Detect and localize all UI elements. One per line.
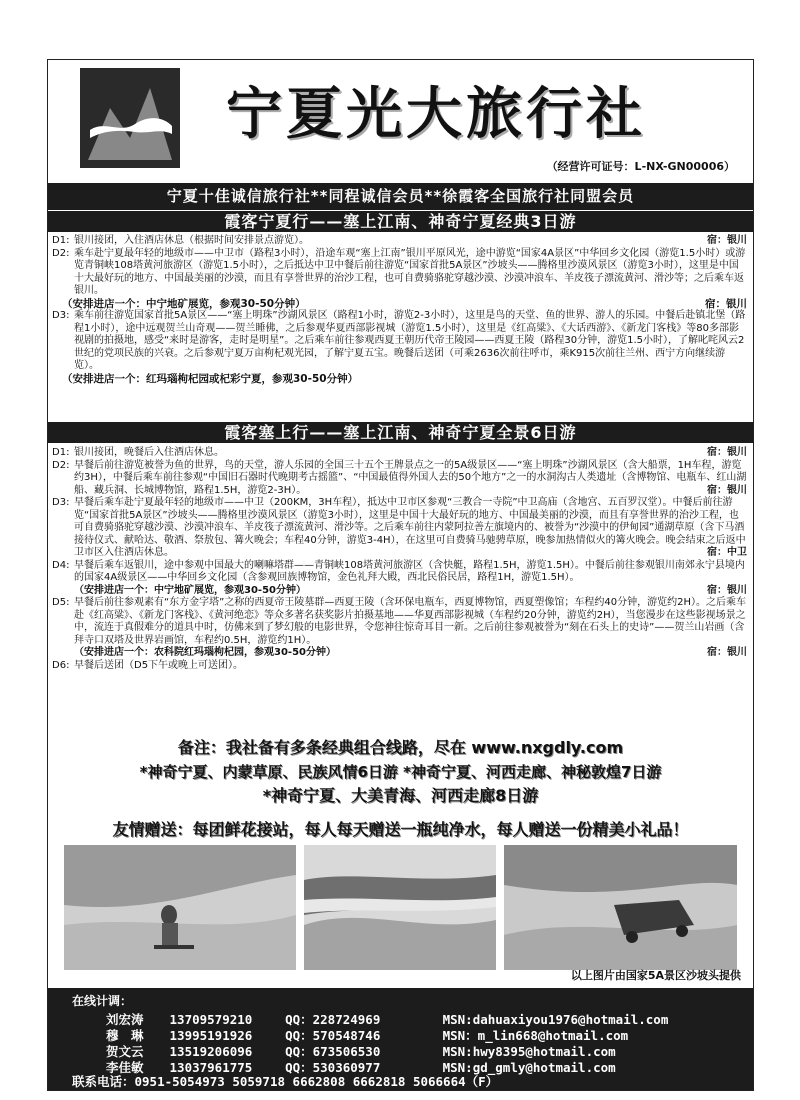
contact-qq: QQ：228724969 (285, 1012, 381, 1027)
day-label: D1: (52, 235, 70, 246)
contact-phone: 13519206096 (169, 1044, 253, 1059)
contact-msn: MSN:hwy8395@hotmail.com (442, 1044, 616, 1059)
header (48, 60, 753, 182)
tour2-day (48, 497, 753, 560)
license-number: （经营许可证号：L-NX-GN00006） (546, 160, 735, 173)
day-label: D6: (52, 659, 70, 671)
shopping-note: 宿：银川 （安排进店一个：中宁地矿展览，参观30-50分钟） (48, 298, 753, 311)
tour2-itinerary (48, 447, 753, 672)
day-text: 银川接团，入住酒店休息（根据时间安排景点游览）。 (74, 235, 309, 246)
tour1-day (48, 235, 753, 248)
photo-credit: 以上图片由国家5A景区沙坡头提供 (570, 969, 741, 982)
day-text: 早餐后前往游览被誉为鱼的世界，鸟的天堂，游人乐园的全国三十五个王牌景点之一的5A级景区——“塞上明珠”沙湖风景区（含大船票，1H车程，游览约3H），中餐后乘车前往参观“中国旧石器时代晚期考古摇篮”、“中国最值得外国人去的50个地方”之一的水洞沟古人类遗址（含博物馆、电瓶车、红山湖船、藏兵洞、长城博物馆，路程1.5H，游览2-3H）。 (74, 459, 747, 496)
shopping-note: （安排进店一个：红玛瑙枸杞园或杞彩宁夏，参观30-50分钟） (62, 372, 359, 385)
tour2-day (48, 460, 753, 498)
contact-phone: 13709579210 (169, 1012, 253, 1027)
day-text: 早餐后前往参观素有“东方金字塔”之称的西夏帝王陵墓群—西夏王陵（含环保电瓶车，西夏博物馆，西夏塑像馆；车程约40分钟，游览约2H）。之后乘车赴《红高粱》、《新龙门客栈》、《黄河绝恋》等众多著名获奖影片拍摄基地——华夏西部影视城（车程约20分钟，游览约2H），当您漫步在这些影视场景之中，流连于真假难分的道具中时，仿佛来到了梦幻般的电影世界，令您神往惊奇耳目一新。之后前往参观被誉为“刻在石头上的史诗”——贺兰山岩画（含拜寺口双塔及世界岩画馆，车程约0.5H，游览约1H）。 (74, 597, 746, 646)
tour2-day (48, 597, 753, 647)
overnight-city: 宿：银川 (707, 484, 747, 496)
overnight-city: 宿：银川 (707, 235, 747, 246)
agency-name: 宁夏光大旅行社 (226, 82, 646, 147)
remarks-routes-2: *神奇宁夏、大美青海、河西走廊8日游 (262, 786, 539, 805)
contact-msn: MSN:gd_gmly@hotmail.com (442, 1060, 616, 1075)
overnight-city: 宿：银川 (707, 647, 747, 658)
day-label: D4: (52, 559, 70, 571)
contact-name: 李佳敏 (106, 1060, 144, 1075)
contact-phone: 13995191926 (169, 1028, 253, 1043)
tour2-day (48, 660, 753, 673)
day-label: D3: (52, 497, 70, 508)
day-text: 早餐后乘车赴宁夏最年轻的地级市——中卫（200KM，3H车程），抵达中卫市区参观“三教合一寺院”中卫高庙（含地宫、五百罗汉堂）。中餐后前往游览“国家首批5A景区”沙坡头——腾格里沙漠风景区（游览3小时），这里是中国十大最好玩的地方、中国最美丽的沙漠，而且有享誉世界的治沙工程，也可自费骑骆驼穿越沙漠、沙漠冲浪车、羊皮筏子漂流黄河、滑沙等。之后乘车前往内蒙阿拉善左旗境内的、被誉为“沙漠中的伊甸园”通湖草原（含下马酒接待仪式、献哈达、敬酒、祭敖包、篝火晚会；车程40分钟，游览3-4H），在这里可自费骑马驰骋草原，晚参加热情似火的篝火晚会。晚会结束之后返中卫市区入住酒店休息。 (74, 497, 746, 558)
day-text: 乘车前往游览国家首批5A景区——“塞上明珠”沙湖风景区（路程1小时，游览2-3小时），这里是鸟的天堂、鱼的世界、游人的乐园。中餐后赴镇北堡（路程1小时），途中远观贺兰山奇观——贺兰睡佛，之后参观华夏西部影视城（游览1.5小时），这里是《红高粱》、《大话西游》、《新龙门客栈》等80多部影视剧的拍摄地，感受“来时是游客，走时是明星”。之后乘车前往参观西夏王朝历代帝王陵园——西夏王陵（路程30分钟，游览1.5小时），了解叱咤风云2世纪的党项民族的兴衰。之后参观宁夏万亩枸杞观光园，了解宁夏五宝。晚餐后送团（可乘2636次前往呼市，乘K915次前往兰州、西宁方向继续游览）。 (74, 310, 746, 371)
day-text: 乘车赴宁夏最年轻的地级市——中卫市（路程3小时），沿途车观“塞上江南”银川平原风光，途中游览“国家4A景区”中华回乡文化园（游览1.5小时）或游览青铜峡108塔黄河旅游区（游览1.5小时），之后抵达中卫中餐后前往游览“国家首批5A景区”沙坡头——腾格里沙漠风景区（游览3小时），这里是中国十大最好玩的地方、中国最美丽的沙漠，而且有享誉世界的治沙工程，也可自费骑骆驼穿越沙漠、沙漠冲浪车、羊皮筏子漂流黄河、滑沙等；之后乘车返银川。 (74, 247, 746, 296)
contact-qq: QQ：673506530 (285, 1044, 381, 1059)
agency-logo (80, 68, 180, 168)
photo-sandboarding (64, 845, 296, 970)
photo-desert-vehicle (504, 845, 737, 970)
tour1-title: 霞客宁夏行——塞上江南、神奇宁夏经典3日游 (48, 211, 753, 232)
overnight-city: 宿：银川 (705, 297, 747, 310)
tour1-day (48, 248, 753, 298)
remarks-website: 备注：我社备有多条经典组合线路，尽在 www.nxgdly.com (177, 738, 624, 757)
gift-note: 友情赠送：每团鲜花接站，每人每天赠送一瓶纯净水，每人赠送一份精美小礼品！ (112, 820, 689, 839)
day-label: D1: (52, 447, 70, 458)
contact-phone: 13037961775 (169, 1060, 253, 1075)
remarks (48, 736, 753, 808)
contact-heading: 在线计调： (72, 994, 133, 1008)
shopping-note: 宿：银川 （安排进店一个：中宁地矿展览，参观30-50分钟） (48, 585, 753, 598)
membership-banner: 宁夏十佳诚信旅行社**同程诚信会员**徐霞客全国旅行社同盟会员 (48, 183, 753, 210)
photo-yellow-river (304, 845, 496, 970)
day-text: 银川接团，晚餐后入住酒店休息。 (74, 447, 224, 458)
overnight-city: 宿：中卫 (707, 547, 747, 558)
tour2-day (48, 560, 753, 585)
day-label: D3: (52, 310, 70, 321)
day-label: D2: (52, 459, 70, 471)
contact-panel (48, 988, 753, 1090)
tour2-title: 霞客塞上行——塞上江南、神奇宁夏全景6日游 (48, 422, 753, 443)
day-label: D5: (52, 597, 70, 608)
overnight-city: 宿：银川 (707, 447, 747, 458)
contact-qq: QQ：530360977 (285, 1060, 381, 1075)
day-text: 早餐后送团（D5下午或晚上可送团）。 (74, 659, 244, 671)
overnight-city: 宿：银川 (707, 584, 747, 596)
contact-phone-line: 联系电话：0951-5054973 5059718 6662808 6662818 5066664（F） (72, 1074, 499, 1089)
remarks-routes: *神奇宁夏、内蒙草原、民族风情6日游 *神奇宁夏、河西走廊、神秘敦煌7日游 (139, 763, 662, 781)
contact-name: 贺文云 (106, 1044, 144, 1059)
tour1-day (48, 310, 753, 373)
day-label: D2: (52, 247, 70, 259)
contact-qq: QQ：570548746 (285, 1028, 381, 1043)
tour2-day (48, 447, 753, 460)
tour1-itinerary (48, 235, 753, 385)
flyer (47, 59, 754, 1091)
day-text: 早餐后乘车返银川，途中参观中国最大的喇嘛塔群——青铜峡108塔黄河旅游区（含快艇，路程1.5H，游览1.5H）。中餐后前往参观银川南郊永宁县境内的国家4A级景区——中华回乡文化园（含参观回族博物馆，金色礼拜大殿，西北民俗民居，路程1H，游览1.5H）。 (74, 559, 745, 583)
contact-name: 穆 琳 (106, 1028, 144, 1043)
shopping-note: 宿：银川 （安排进店一个：农科院红玛瑙枸杞园，参观30-50分钟） (48, 647, 753, 660)
contact-msn: MSN:dahuaxiyou1976@hotmail.com (442, 1012, 669, 1027)
contact-msn: MSN：m_lin668@hotmail.com (442, 1028, 629, 1043)
contact-name: 刘宏涛 (106, 1012, 144, 1027)
